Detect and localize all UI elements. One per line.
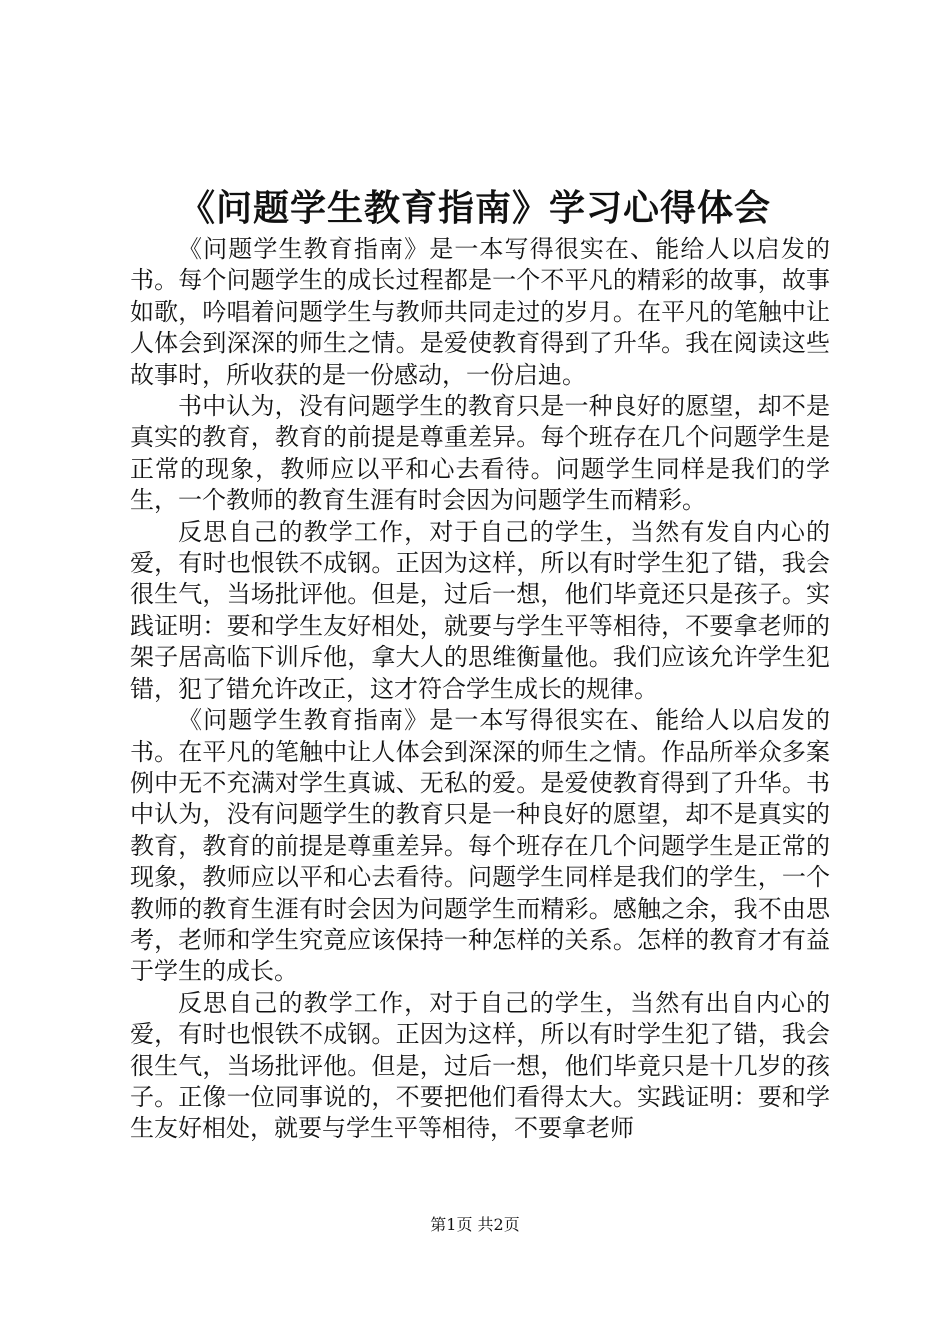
paragraph: 反思自己的教学工作，对于自己的学生，当然有出自内心的爱，有时也恨铁不成钢。正因为这样，所以有时学生犯了错，我会很生气，当场批评他。但是，过后一想，他们毕竟只是十几岁的孩子。正像一位同事说的，不要把他们看得太大。实践证明：要和学生友好相处，就要与学生平等相待，不要拿老师 [130,988,830,1143]
document-body [130,234,830,1145]
paragraph: 《问题学生教育指南》是一本写得很实在、能给人以启发的书。每个问题学生的成长过程都是一个不平凡的精彩的故事，故事如歌，吟唱着问题学生与教师共同走过的岁月。在平凡的笔触中让人体会到深深的师生之情。是爱使教育得到了升华。我在阅读这些故事时，所收获的是一份感动，一份启迪。 [130,235,830,389]
paragraph: 《问题学生教育指南》是一本写得很实在、能给人以启发的书。在平凡的笔触中让人体会到深深的师生之情。作品所举众多案例中无不充满对学生真诚、无私的爱。是爱使教育得到了升华。书中认为，没有问题学生的教育只是一种良好的愿望，却不是真实的教育，教育的前提是尊重差异。每个班存在几个问题学生是正常的现象，教师应以平和心去看待。问题学生同样是我们的学生，一个教师的教育生涯有时会因为问题学生而精彩。感触之余，我不由思考，老师和学生究竟应该保持一种怎样的关系。怎样的教育才有益于学生的成长。 [130,706,830,986]
page-number-footer: 第1页 共2页 [430,1215,520,1234]
paragraph: 书中认为，没有问题学生的教育只是一种良好的愿望，却不是真实的教育，教育的前提是尊重差异。每个班存在几个问题学生是正常的现象，教师应以平和心去看待。问题学生同样是我们的学生，一个教师的教育生涯有时会因为问题学生而精彩。 [130,392,830,515]
paragraph: 反思自己的教学工作，对于自己的学生，当然有发自内心的爱，有时也恨铁不成钢。正因为这样，所以有时学生犯了错，我会很生气，当场批评他。但是，过后一想，他们毕竟还只是孩子。实践证明：要和学生友好相处，就要与学生平等相待，不要拿老师的架子居高临下训斥他，拿大人的思维衡量他。我们应该允许学生犯错，犯了错允许改正，这才符合学生成长的规律。 [130,517,830,703]
document-title: 《问题学生教育指南》学习心得体会 [178,187,771,229]
